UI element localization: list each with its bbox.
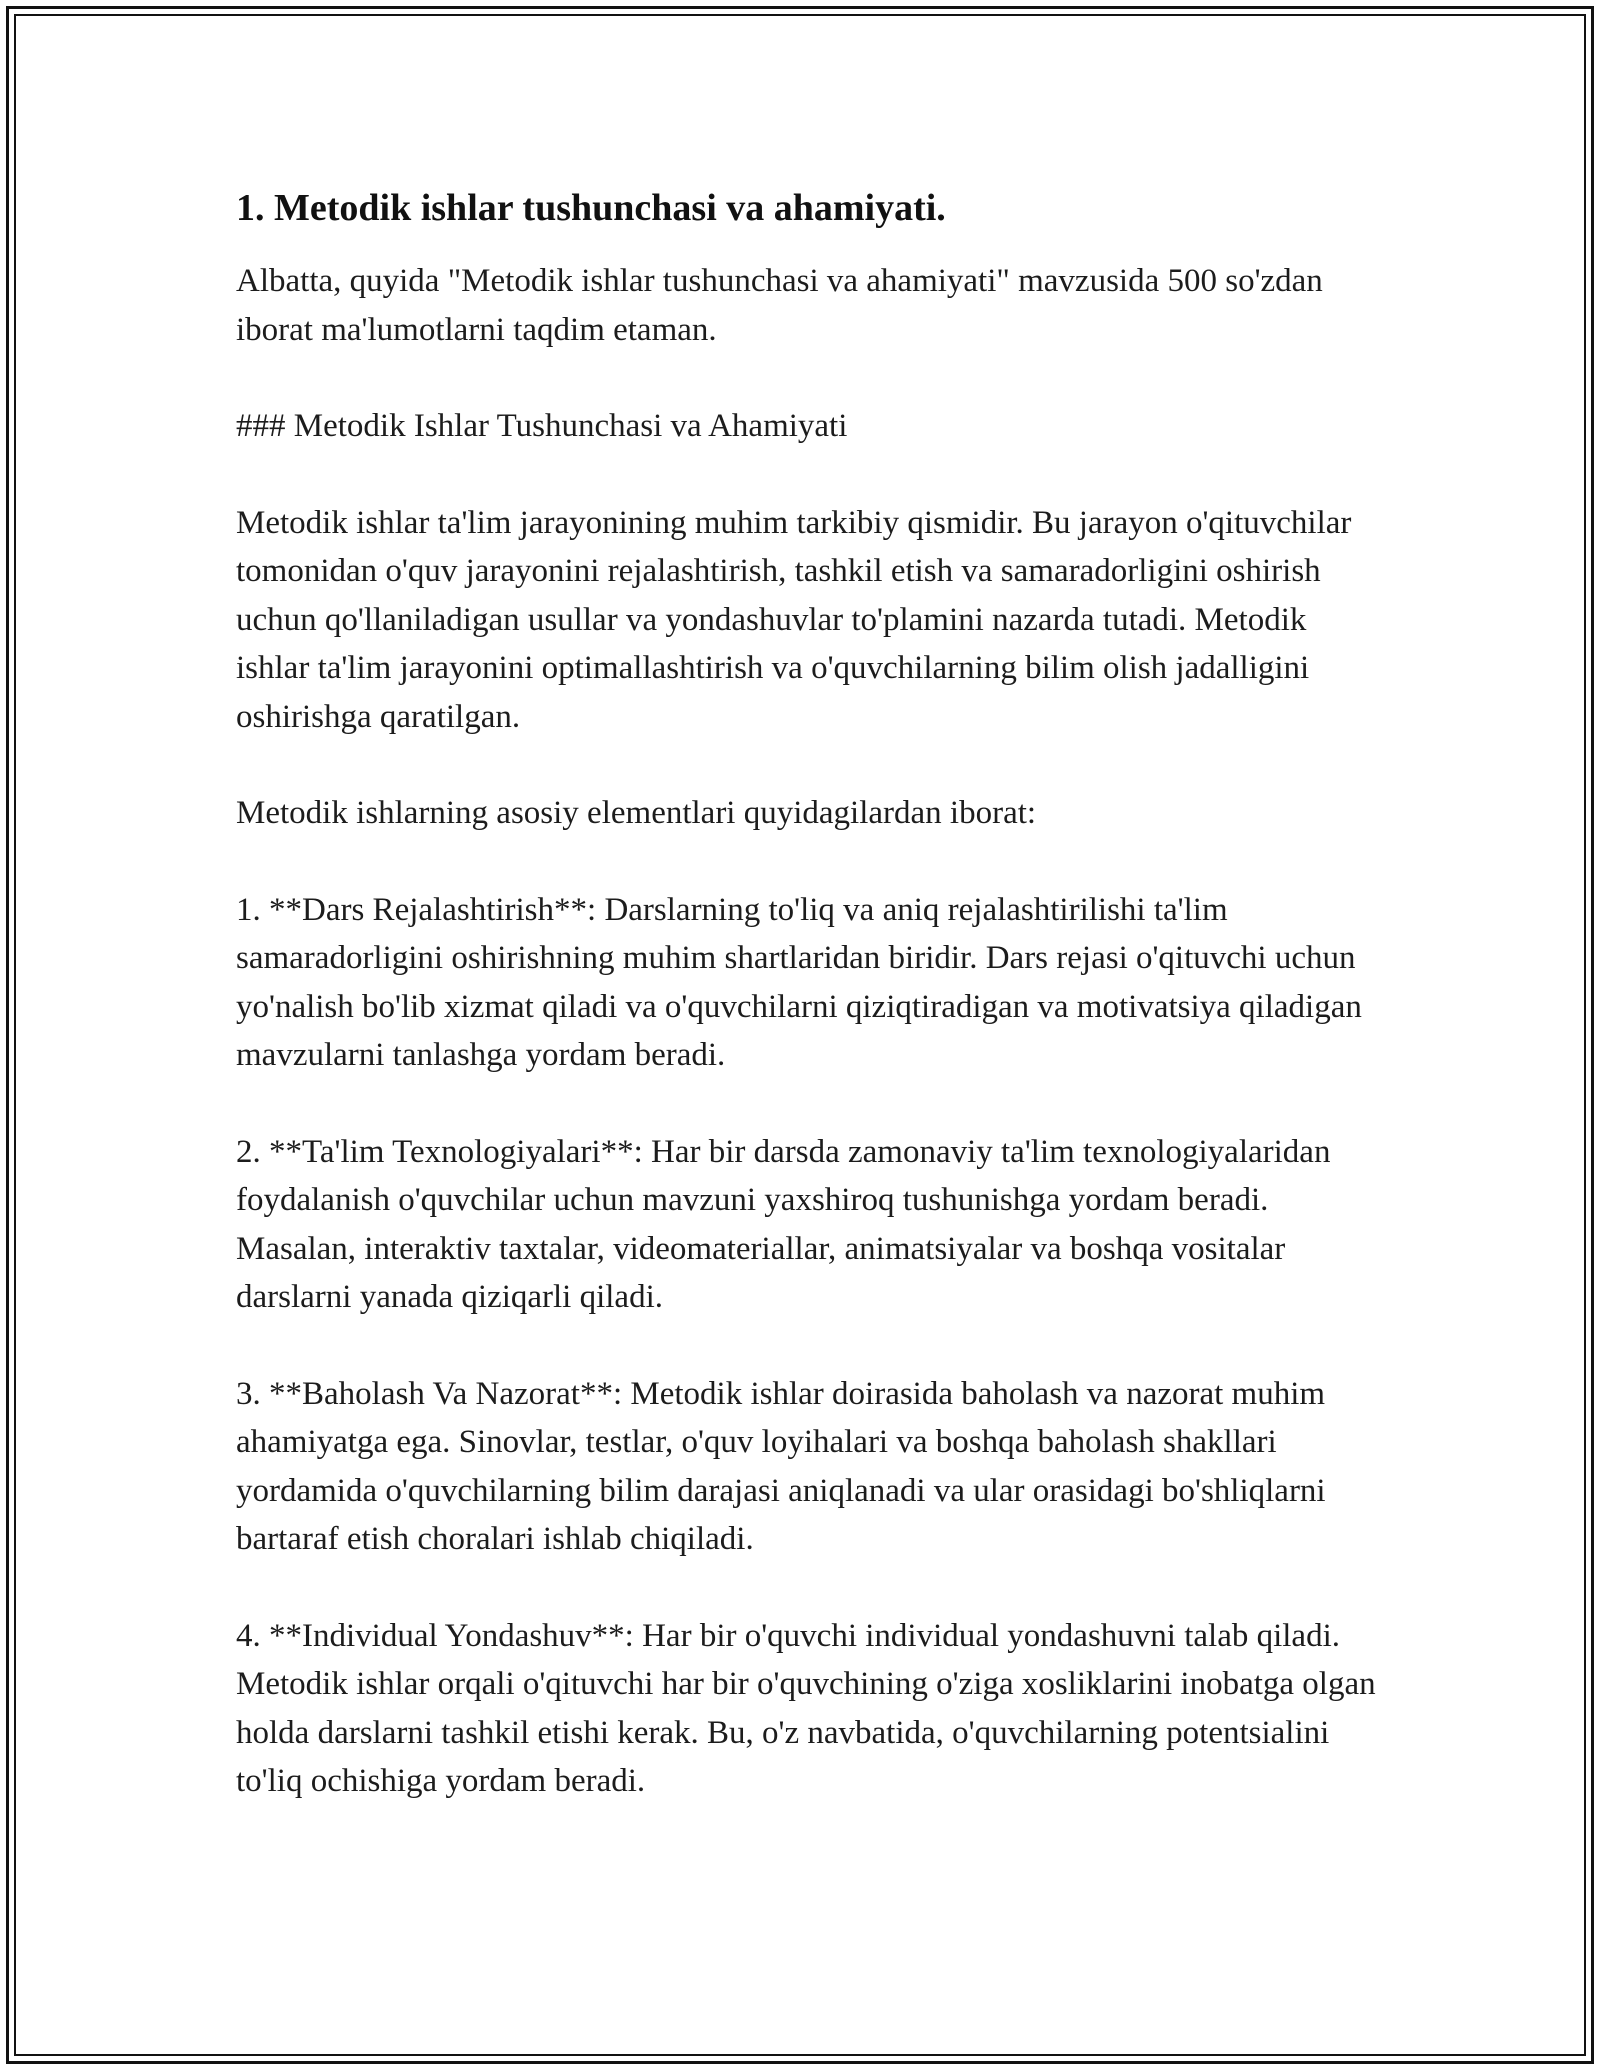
definition-paragraph: Metodik ishlar ta'lim jarayonining muhim tarkibiy qismidir. Bu jarayon o'qituvchilar tomonidan o'quv jarayonini rejalashtirish, tashkil etish va samaradorligini oshirish uchun qo'llaniladigan usullar va yondashuvlar to'plamini nazarda tutadi. Metodik ishlar ta'lim jarayonini optimallashtirish va o'quvchilarning bilim olish jadalligini oshirishga qaratilgan. (236, 504, 1352, 735)
list-item-individual-approach: 4. **Individual Yondashuv**: Har bir o'quvchi individual yondashuvni talab qiladi. Metodik ishlar orqali o'qituvchi har bir o'quvchining o'ziga xosliklarini inobatga olgan holda darslarni tashkil etishi kerak. Bu, o'z navbatida, o'quvchilarning potentsialini to'liq ochishiga yordam beradi. (236, 1617, 1376, 1799)
document-body (236, 185, 1386, 1854)
subheading-paragraph: ### Metodik Ishlar Tushunchasi va Ahamiyati (236, 408, 848, 444)
intro-paragraph: Albatta, quyida "Metodik ishlar tushunchasi va ahamiyati" mavzusida 500 so'zdan iborat ma'lumotlarni taqdim etaman. (236, 263, 1323, 348)
list-item-education-technologies: 2. **Ta'lim Texnologiyalari**: Har bir darsda zamonaviy ta'lim texnologiyalaridan foydalanish o'quvchilar uchun mavzuni yaxshiroq tushunishga yordam beradi. Masalan, interaktiv taxtalar, videomateriallar, animatsiyalar va boshqa vositalar darslarni yanada qiziqarli qiladi. (236, 1133, 1331, 1315)
section-heading: 1. Metodik ishlar tushunchasi va ahamiyati. (236, 187, 946, 229)
list-item-assessment-control: 3. **Baholash Va Nazorat**: Metodik ishlar doirasida baholash va nazorat muhim ahamiyatga ega. Sinovlar, testlar, o'quv loyihalari va boshqa baholash shakllari yordamida o'quvchilarning bilim darajasi aniqlanadi va ular orasidagi bo'shliqlarni bartaraf etish choralari ishlab chiqiladi. (236, 1375, 1326, 1557)
elements-intro-paragraph: Metodik ishlarning asosiy elementlari quyidagilardan iborat: (236, 795, 1037, 831)
list-item-lesson-planning: 1. **Dars Rejalashtirish**: Darslarning to'liq va aniq rejalashtirilishi ta'lim samaradorligini oshirishning muhim shartlaridan biridir. Dars rejasi o'qituvchi uchun yo'nalish bo'lib xizmat qiladi va o'quvchilarni qiziqtiradigan va motivatsiya qiladigan mavzularni tanlashga yordam beradi. (236, 891, 1362, 1073)
